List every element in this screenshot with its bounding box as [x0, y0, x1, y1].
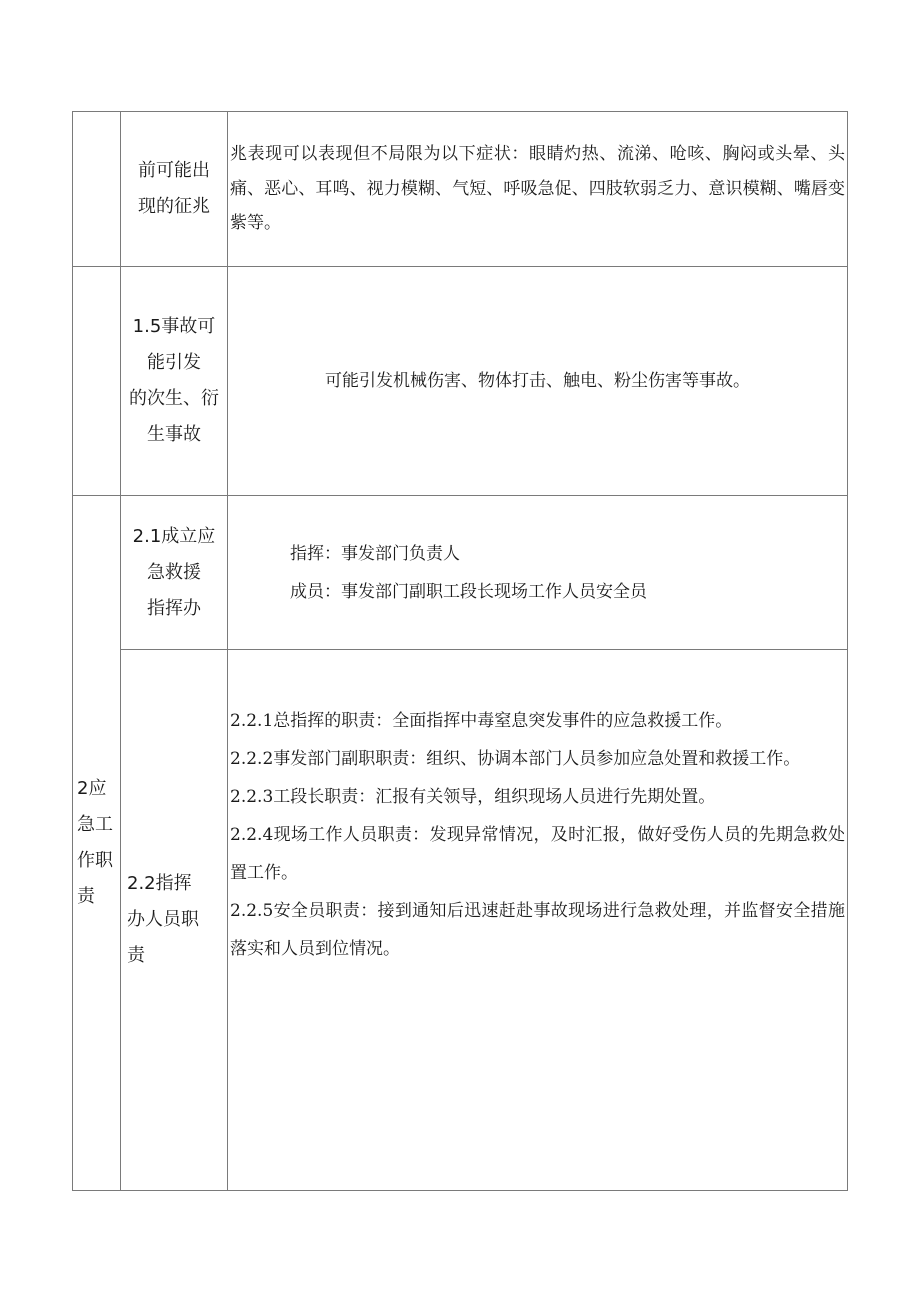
duty-item: 2.2.4现场工作人员职责：发现异常情况，及时汇报，做好受伤人员的先期急救处置工作。 — [230, 825, 845, 883]
row-content-command-office — [228, 496, 848, 650]
row-label-secondary-accidents: 1.5事故可 能引发 的次生、衍 生事故 — [121, 267, 228, 496]
section-cell-empty — [73, 112, 121, 267]
section-cell-empty — [73, 267, 121, 496]
table-row — [73, 650, 848, 1191]
row-label-command-office: 2.1成立应 急救援 指挥办 — [121, 496, 228, 650]
row-label-symptoms: 前可能出 现的征兆 — [121, 112, 228, 267]
table-row — [73, 112, 848, 267]
symptoms-text: 兆表现可以表现但不局限为以下症状：眼睛灼热、流涕、呛咳、胸闷或头晕、头痛、恶心、耳鸣、视力模糊、气短、呼吸急促、四肢软弱乏力、意识模糊、嘴唇变紫等。 — [230, 144, 845, 234]
row-label-staff-duties: 2.2指挥 办人员职 责 — [121, 650, 228, 1191]
row-content-secondary-accidents — [228, 267, 848, 496]
secondary-accidents-text: 可能引发机械伤害、物体打击、触电、粉尘伤害等事故。 — [325, 370, 750, 391]
row-content-staff-duties — [228, 650, 848, 1191]
emergency-plan-table — [72, 111, 848, 1191]
commander-line: 指挥：事发部门负责人 — [290, 543, 460, 564]
duty-item: 2.2.5安全员职责：接到通知后迅速赶赴事故现场进行急救处理，并监督安全措施落实和人员到位情况。 — [230, 901, 845, 959]
duty-item: 2.2.2事发部门副职职责：组织、协调本部门人员参加应急处置和救援工作。 — [230, 749, 801, 769]
duty-item: 2.2.3工段长职责：汇报有关领导，组织现场人员进行先期处置。 — [230, 787, 716, 807]
row-content-symptoms — [228, 112, 848, 267]
duty-item: 2.2.1总指挥的职责：全面指挥中毒窒息突发事件的应急救援工作。 — [230, 711, 733, 731]
section-label-emergency-duties: 2应 急工 作职 责 — [73, 496, 121, 1191]
table-row — [73, 267, 848, 496]
members-line: 成员：事发部门副职工段长现场工作人员安全员 — [290, 581, 647, 602]
table-row — [73, 496, 848, 650]
